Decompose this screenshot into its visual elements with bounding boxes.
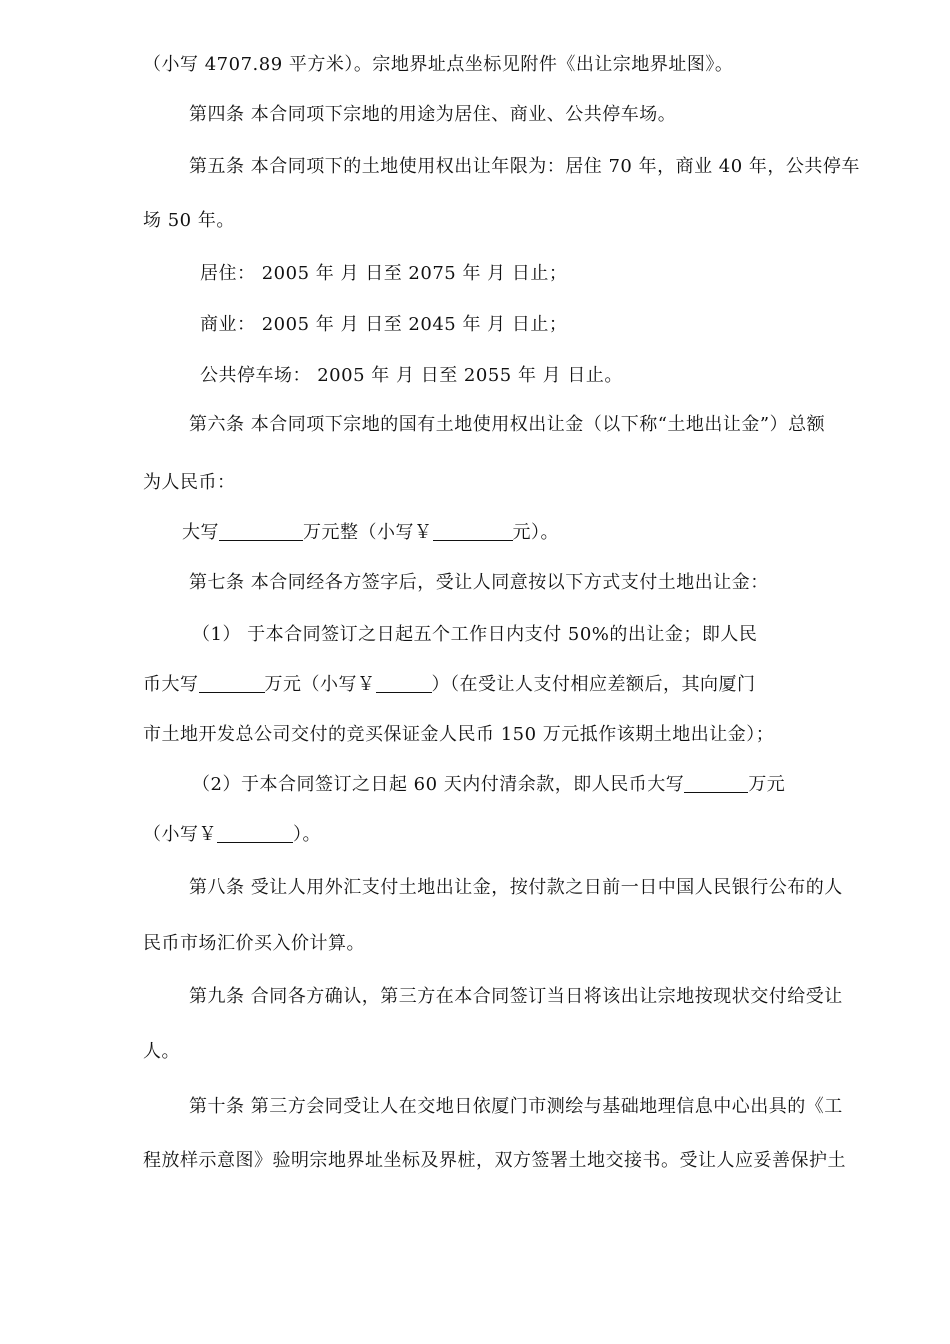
text-segment: 万元 <box>748 774 786 795</box>
text-segment: 大写 <box>182 522 219 543</box>
text-line: （小写 4707.89 平方米）。宗地界址点坐标见附件《出让宗地界址图》。 <box>143 54 734 75</box>
article-6: 第六条 本合同项下宗地的国有土地使用权出让金（以下称“土地出让金”）总额 <box>189 414 826 435</box>
text-line: 民币市场汇价买入价计算。 <box>143 933 365 954</box>
blank-field[interactable] <box>684 774 748 793</box>
text-segment: （2）于本合同签订之日起 60 天内付清余款，即人民币大写 <box>192 774 685 795</box>
article-8: 第八条 受让人用外汇支付土地出让金，按付款之日前一日中国人民银行公布的人 <box>189 877 843 898</box>
article-4: 第四条 本合同项下宗地的用途为居住、商业、公共停车场。 <box>189 104 677 125</box>
blank-field[interactable] <box>376 674 432 693</box>
article-5: 第五条 本合同项下的土地使用权出让年限为：居住 70 年，商业 40 年，公共停车 <box>189 156 860 177</box>
blank-field[interactable] <box>219 522 303 541</box>
article-9: 第九条 合同各方确认，第三方在本合同签订当日将该出让宗地按现状交付给受让 <box>189 986 843 1007</box>
term-residential: 居住： 2005 年 月 日至 2075 年 月 日止； <box>200 263 568 284</box>
blank-field[interactable] <box>217 824 293 843</box>
term-commercial: 商业： 2005 年 月 日至 2045 年 月 日止； <box>200 314 568 335</box>
payment-item-2 <box>192 773 785 797</box>
text-line: 场 50 年。 <box>143 210 235 231</box>
text-line: 人。 <box>143 1041 180 1062</box>
blank-field[interactable] <box>433 522 513 541</box>
text-line: 市土地开发总公司交付的竞买保证金人民币 150 万元抵作该期土地出让金）； <box>143 724 775 745</box>
text-segment: ）。 <box>293 824 321 845</box>
text-line: 为人民币： <box>143 472 236 493</box>
text-line: 程放样示意图》验明宗地界址坐标及界桩，双方签署土地交接书。受让人应妥善保护土 <box>143 1150 846 1171</box>
article-7: 第七条 本合同经各方签字后，受让人同意按以下方式支付土地出让金： <box>189 572 769 593</box>
text-segment: 万元（小写￥ <box>264 674 376 695</box>
payment-item-1: （1） 于本合同签订之日起五个工作日内支付 50%的出让金；即人民 <box>192 624 758 645</box>
amount-line <box>182 521 559 545</box>
text-segment: 元）。 <box>512 522 559 543</box>
article-10: 第十条 第三方会同受让人在交地日依厦门市测绘与基础地理信息中心出具的《工 <box>189 1096 843 1117</box>
payment-line <box>143 673 756 697</box>
text-segment: （小写￥ <box>143 824 217 845</box>
term-parking: 公共停车场： 2005 年 月 日至 2055 年 月 日止。 <box>200 365 623 386</box>
text-segment: 万元整（小写￥ <box>303 522 433 543</box>
blank-field[interactable] <box>199 674 265 693</box>
text-segment: ）（在受让人支付相应差额后，其向厦门 <box>431 674 756 695</box>
payment-line <box>143 823 321 847</box>
text-segment: 币大写 <box>143 674 199 695</box>
